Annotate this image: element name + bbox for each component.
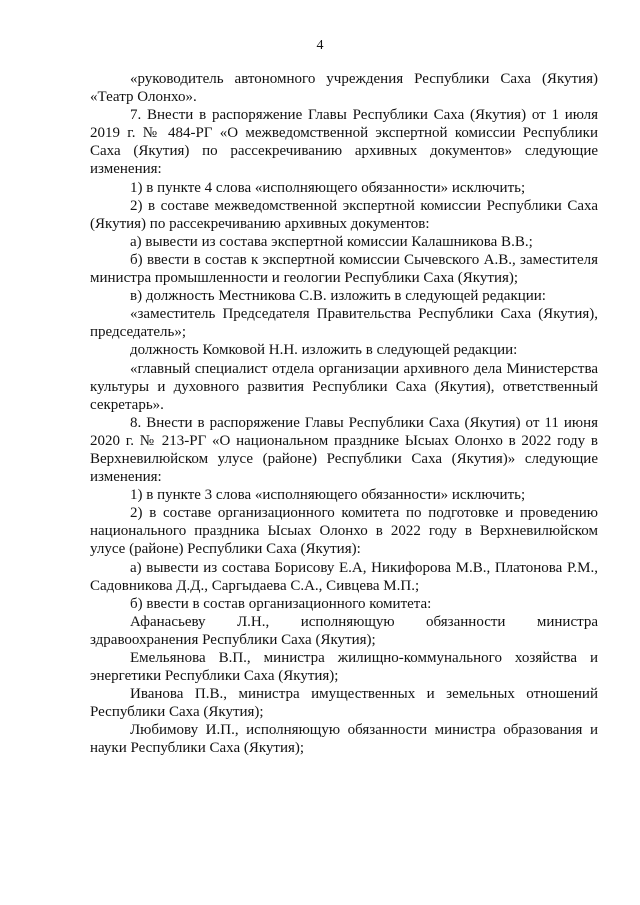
paragraph: должность Комковой Н.Н. изложить в следующей редакции:: [130, 342, 518, 359]
page-number: 4: [316, 38, 324, 53]
paragraph: Афанасьеву Л.Н., исполняющую обязанности министра здравоохранения Республики Саха (Якутия);: [90, 613, 598, 648]
paragraph: «заместитель Председателя Правительства Республики Саха (Якутия), председатель»;: [90, 306, 598, 341]
paragraph: 1) в пункте 4 слова «исполняющего обязанности» исключить;: [130, 179, 526, 196]
document-body: [90, 70, 598, 758]
paragraph: а) вывести из состава Борисову Е.А, Никифорова М.В., Платонова Р.М., Садовникова Д.Д., Саргыдаева С.А., Сивцева М.П.;: [90, 559, 598, 594]
paragraph: 2) в составе организационного комитета по подготовке и проведению национального праздника Ысыах Олонхо в 2022 году в Верхневилюйском улусе (районе) Республики Саха (Якутия):: [90, 505, 598, 558]
paragraph: 8. Внести в распоряжение Главы Республики Саха (Якутия) от 11 июня 2020 г. № 213-РГ «О национальном празднике Ысыах Олонхо в 2022 году в Верхневилюйском улусе (районе) Республики Саха (Якутия)» следующие изменения:: [90, 414, 598, 486]
paragraph: 2) в составе межведомственной экспертной комиссии Республики Саха (Якутия) по рассекречиванию архивных документов:: [90, 197, 598, 232]
paragraph: 1) в пункте 3 слова «исполняющего обязанности» исключить;: [130, 487, 526, 504]
paragraph: 7. Внести в распоряжение Главы Республики Саха (Якутия) от 1 июля 2019 г. № 484-РГ «О межведомственной экспертной комиссии Республики Саха (Якутия) по рассекречиванию архивных документов» следующие изменения:: [90, 107, 598, 178]
paragraph: а) вывести из состава экспертной комиссии Калашникова В.В.;: [130, 233, 533, 250]
paragraph: Любимову И.П., исполняющую обязанности министра образования и науки Республики Саха (Якутия);: [90, 722, 598, 757]
paragraph: «главный специалист отдела организации архивного дела Министерства культуры и духовного развития Республики Саха (Якутия), ответственный секретарь».: [90, 360, 598, 413]
paragraph: в) должность Местникова С.В. изложить в следующей редакции:: [130, 288, 546, 305]
paragraph: Иванова П.В., министра имущественных и земельных отношений Республики Саха (Якутия);: [90, 686, 598, 721]
paragraph: б) ввести в состав организационного комитета:: [130, 595, 432, 612]
paragraph: б) ввести в состав к экспертной комиссии Сычевского А.В., заместителя министра промышленности и геологии Республики Саха (Якутия);: [90, 251, 598, 287]
paragraph: Емельянова В.П., министра жилищно-коммунального хозяйства и энергетики Республики Саха (Якутия);: [90, 650, 598, 685]
paragraph: «руководитель автономного учреждения Республики Саха (Якутия) «Театр Олонхо».: [90, 71, 598, 106]
